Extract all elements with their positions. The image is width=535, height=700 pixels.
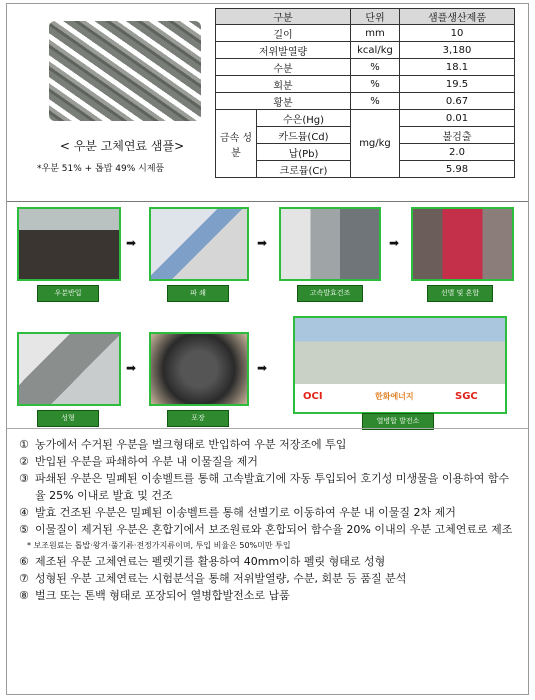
table-row bbox=[216, 59, 515, 76]
table-row bbox=[216, 25, 515, 42]
step-number: ⑥ bbox=[19, 555, 29, 568]
step-text: 농가에서 수거된 우분을 벌크형태로 반입하여 우분 저장조에 투입 bbox=[35, 438, 347, 451]
row-value: 2.0 bbox=[400, 144, 515, 161]
list-item bbox=[19, 521, 519, 538]
sample-section bbox=[7, 4, 528, 202]
step-text: 제조된 우분 고체연료는 펠렛기를 활용하여 40mm이하 펠릿 형태로 성형 bbox=[35, 555, 386, 568]
row-unit: % bbox=[351, 59, 400, 76]
step-number: ③ bbox=[19, 472, 29, 485]
table-row bbox=[216, 110, 515, 127]
row-value: 3,180 bbox=[400, 42, 515, 59]
step-text: 파쇄된 우분은 밀폐된 이송벨트를 통해 고속발효기에 자동 투입되어 호기성 미생물을 이용하여 함수율 25% 이내로 발효 및 건조 bbox=[35, 472, 510, 502]
auxiliary-material-note: * 보조원료는 톱밥·왕겨·풀기류·전정가지류이며, 투입 비율은 50%미만 투입 bbox=[27, 541, 291, 550]
step-number: ⑧ bbox=[19, 589, 29, 602]
step-label-dry: 고속발효건조 bbox=[297, 285, 363, 302]
oci-logo: OCI bbox=[303, 391, 323, 402]
document-frame bbox=[6, 3, 529, 695]
list-item bbox=[19, 470, 519, 504]
sample-caption: < 우분 고체연료 샘플> bbox=[59, 139, 185, 153]
arrow-right-icon: ➡ bbox=[126, 361, 137, 375]
row-label: 회분 bbox=[216, 76, 351, 93]
fuel-sample-photo bbox=[49, 21, 201, 121]
row-label: 납(Pb) bbox=[257, 144, 351, 161]
row-value: 18.1 bbox=[400, 59, 515, 76]
step-label-mix: 선별 및 혼합 bbox=[427, 285, 493, 302]
process-description-list bbox=[19, 436, 519, 604]
row-unit: kcal/kg bbox=[351, 42, 400, 59]
header-unit: 단위 bbox=[351, 9, 400, 25]
row-label: 수분 bbox=[216, 59, 351, 76]
packaging-photo bbox=[149, 332, 249, 406]
sorting-mixing-photo bbox=[411, 207, 514, 281]
header-value: 샘플생산제품 bbox=[400, 9, 515, 25]
row-value: 19.5 bbox=[400, 76, 515, 93]
arrow-right-icon: ➡ bbox=[389, 236, 400, 250]
row-label: 크로뮴(Cr) bbox=[257, 161, 351, 178]
row-value: 10 bbox=[400, 25, 515, 42]
section-divider bbox=[7, 428, 528, 429]
step-number: ④ bbox=[19, 506, 29, 519]
partner-logos bbox=[295, 384, 505, 412]
row-label: 길이 bbox=[216, 25, 351, 42]
list-item bbox=[19, 504, 519, 521]
list-item bbox=[19, 587, 519, 604]
header-category: 구분 bbox=[216, 9, 351, 25]
arrow-right-icon: ➡ bbox=[257, 361, 268, 375]
row-label: 저위발열량 bbox=[216, 42, 351, 59]
metal-group-label: 금속 성분 bbox=[216, 110, 257, 178]
hanwha-logo: 한화에너지 bbox=[375, 392, 414, 401]
power-plant-photo bbox=[293, 316, 507, 414]
list-item bbox=[19, 570, 519, 587]
row-value: 0.67 bbox=[400, 93, 515, 110]
list-item bbox=[19, 553, 519, 570]
table-row bbox=[216, 93, 515, 110]
row-unit: % bbox=[351, 76, 400, 93]
row-value: 0.01 bbox=[400, 110, 515, 127]
manure-intake-photo bbox=[17, 207, 121, 281]
list-item bbox=[19, 453, 519, 470]
step-number: ⑦ bbox=[19, 572, 29, 585]
metal-unit: mg/kg bbox=[351, 110, 400, 178]
step-number: ⑤ bbox=[19, 523, 29, 536]
step-number: ① bbox=[19, 438, 29, 451]
spec-table bbox=[215, 8, 515, 178]
fermentation-dryer-photo bbox=[279, 207, 381, 281]
forming-photo bbox=[17, 332, 121, 406]
step-text: 발효 건조된 우분은 밀폐된 이송벨트를 통해 선별기로 이동하여 우분 내 이물질 2차 제거 bbox=[35, 506, 456, 519]
arrow-right-icon: ➡ bbox=[126, 236, 137, 250]
row-value: 5.98 bbox=[400, 161, 515, 178]
step-number: ② bbox=[19, 455, 29, 468]
shredding-photo bbox=[149, 207, 249, 281]
step-text: 반입된 우분을 파쇄하여 우분 내 이물질을 제거 bbox=[35, 455, 258, 468]
sample-note: *우분 51% + 톱밥 49% 시제품 bbox=[37, 164, 165, 174]
sgc-logo: SGC bbox=[455, 391, 478, 402]
step-label-shred: 파 쇄 bbox=[167, 285, 229, 302]
step-text: 벌크 또는 톤백 형태로 포장되어 열병합발전소로 납품 bbox=[35, 589, 290, 602]
step-text: 이물질이 제거된 우분은 혼합기에서 보조원료와 혼합되어 함수율 20% 이내의 우분 고체연료로 제조 bbox=[35, 523, 513, 536]
row-label: 황분 bbox=[216, 93, 351, 110]
row-unit: % bbox=[351, 93, 400, 110]
step-label-plant: 열병합 발전소 bbox=[362, 413, 434, 430]
row-label: 수은(Hg) bbox=[257, 110, 351, 127]
step-label-form: 성형 bbox=[37, 410, 99, 427]
table-row bbox=[216, 42, 515, 59]
row-label: 카드뮴(Cd) bbox=[257, 127, 351, 144]
step-text: 성형된 우분 고체연료는 시험분석을 통해 저위발열량, 수분, 회분 등 품질 분석 bbox=[35, 572, 407, 585]
row-value: 불검출 bbox=[400, 127, 515, 144]
list-item bbox=[19, 436, 519, 453]
row-unit: mm bbox=[351, 25, 400, 42]
step-label-intake: 우분반입 bbox=[37, 285, 99, 302]
spec-header-row bbox=[216, 9, 515, 25]
step-label-pack: 포장 bbox=[167, 410, 229, 427]
table-row bbox=[216, 76, 515, 93]
arrow-right-icon: ➡ bbox=[257, 236, 268, 250]
